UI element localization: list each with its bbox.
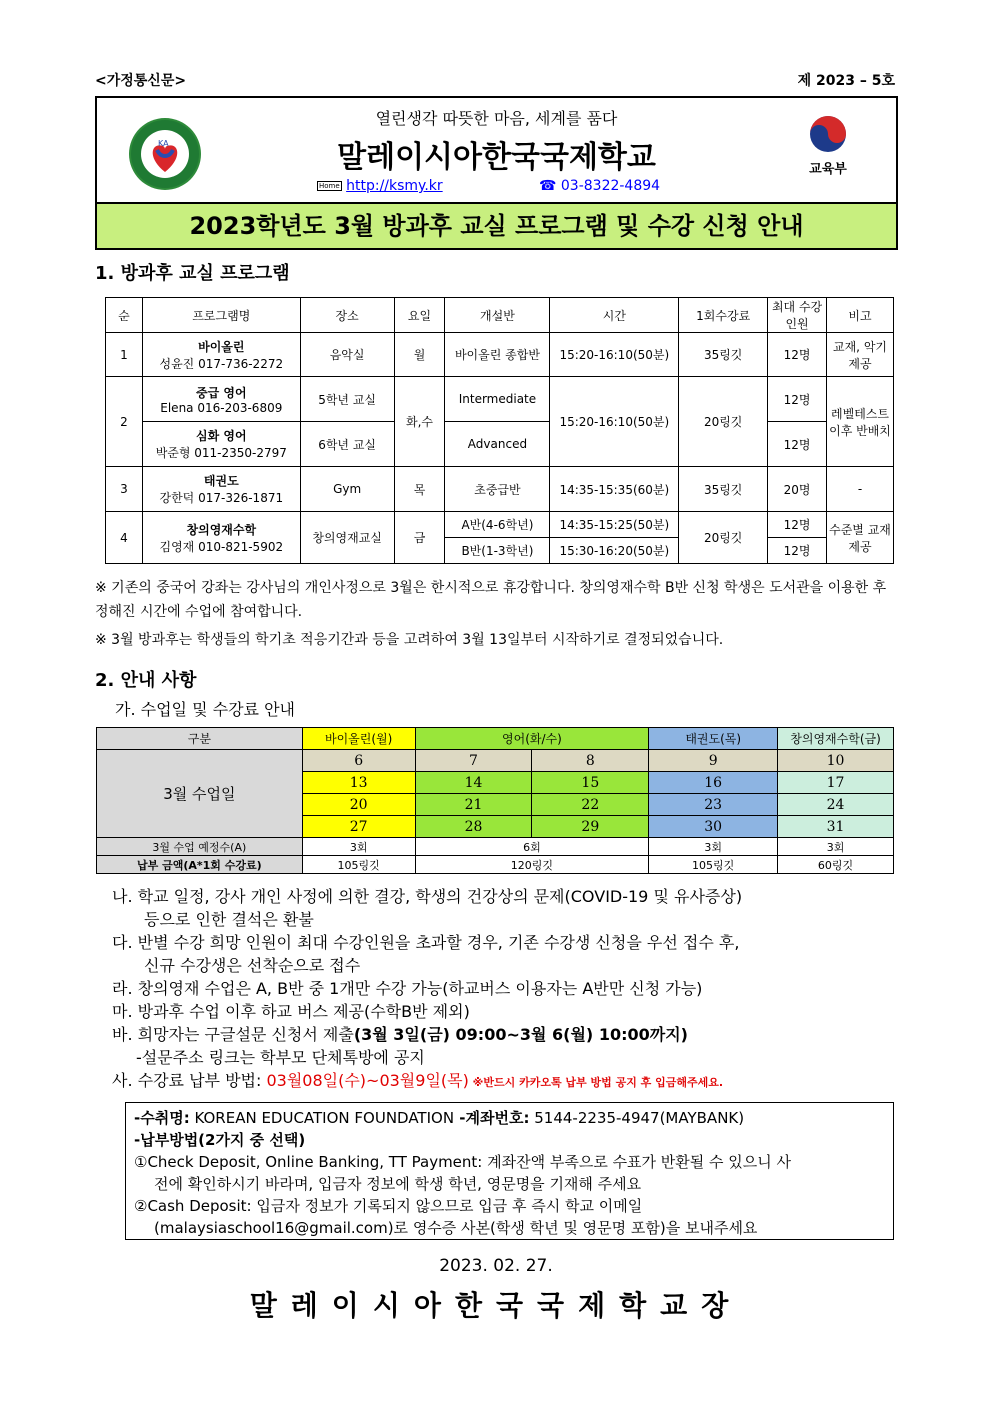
cell: B반(1-3학년) [445,538,550,564]
issue-date: 2023. 02. 27. [439,1256,553,1276]
program-cell [142,377,300,422]
cell: Advanced [445,422,550,467]
homepage-link[interactable]: http://ksmy.kr [346,178,443,194]
cell: 15:30-16:20(50분) [550,538,679,564]
bank-line-5: ②Cash Deposit: 입금자 정보가 기록되지 않으므로 입금 후 즉시 학교 이메일 [134,1197,643,1215]
cell: 12명 [768,422,827,467]
count-cell: 3회 [302,838,415,856]
day-cell: 20 [302,794,415,816]
item-sa: 사. 수강료 납부 방법: 03월08일(수)~03월9일(목) ※반드시 카카오톡 납부 방법 공지 후 입금해주세요. [112,1071,724,1090]
payment-note: ※반드시 카카오톡 납부 방법 공지 후 입금해주세요. [468,1076,724,1089]
cell: 3 [106,467,143,512]
payment-dates: 03월08일(수)~03월9일(목) [266,1071,469,1090]
cell: 교재, 악기 제공 [827,333,894,377]
count-cell: 3회 [649,838,778,856]
day-cell: 6 [302,750,415,772]
program-name: 심화 영어 [196,429,247,443]
teacher-contact: 박준형 011-2350-2797 [155,446,287,460]
cell: Gym [300,467,394,512]
cell: - [827,467,894,512]
cell: 바이올린 종합반 [445,333,550,377]
doc-type: <가정통신문> [95,73,187,89]
table-row [106,512,894,538]
cell: 6학년 교실 [300,422,394,467]
table-row [106,422,894,467]
cell: 월 [394,333,445,377]
program-cell [142,467,300,512]
day-cell: 24 [778,794,894,816]
cell: 12명 [768,333,827,377]
cell: 2 [106,377,143,467]
note-2: ※ 3월 방과후는 학생들의 학기초 적응기간과 등을 고려하여 3월 13일부터 시작하기로 결정되었습니다. [95,632,724,648]
guidance-list [112,885,898,1094]
program-cell [142,512,300,564]
program-name: 중급 영어 [196,385,247,400]
cell: 레벨테스트 이후 반배치 [827,377,894,467]
teacher-contact: 강한덕 017-326-1871 [159,491,284,505]
cell: 5학년 교실 [300,377,394,422]
col-header: 프로그램명 [142,298,300,333]
row-label: 3월 수업일 [97,750,303,838]
bank-line-6: (malaysiaschool16@gmail.com)로 영수증 사본(학생 학년 및 영문명 포함)을 보내주세요 [154,1219,758,1237]
col-header: 시간 [550,298,679,333]
fee-cell: 120링깃 [415,856,649,874]
day-cell: 29 [532,816,649,838]
table-row [106,333,894,377]
col-header: 창의영재수학(금) [778,728,894,750]
program-cell [142,422,300,467]
school-name: 말레이시아한국국제학교 [337,140,656,175]
homepage-link-area [317,178,443,194]
count-cell: 6회 [415,838,649,856]
logo-letters: KA [158,139,169,148]
cell: 12명 [768,377,827,422]
day-cell: 22 [532,794,649,816]
cell: Intermediate [445,377,550,422]
day-cell: 10 [778,750,894,772]
doc-number: 제 2023 – 5호 [797,73,895,89]
fee-cell: 60링깃 [778,856,894,874]
day-cell: 16 [649,772,778,794]
col-header: 비고 [827,298,894,333]
cell: 12명 [768,538,827,564]
section-1-heading: 1. 방과후 교실 프로그램 [95,263,290,284]
cell: 음악실 [300,333,394,377]
item-ra: 라. 창의영재 수업은 A, B반 중 1개만 수강 가능(하교버스 이용자는 A반만 신청 가능) [112,979,703,998]
day-cell: 28 [415,816,532,838]
item-ma: 마. 방과후 수업 이후 하교 버스 제공(수학B반 제외) [112,1002,470,1021]
day-cell: 15 [532,772,649,794]
col-header: 순 [106,298,143,333]
principal-signature: 말레이시아한국국제학교장 [249,1289,743,1322]
col-header: 태권도(목) [649,728,778,750]
cell: 12명 [768,512,827,538]
cell: 20명 [768,467,827,512]
item-ba: 바. 희망자는 구글설문 신청서 제출(3월 3일(금) 09:00~3월 6(월) 10:00까지) [112,1025,688,1044]
cell: 목 [394,467,445,512]
item-ba-cont: -설문주소 링크는 학부모 단체톡방에 공지 [136,1048,425,1067]
day-cell: 7 [415,750,532,772]
col-header: 구분 [97,728,303,750]
bank-info-box [125,1102,894,1240]
schedule-table [96,727,894,874]
day-cell: 23 [649,794,778,816]
teacher-contact: 김영재 010-821-5902 [159,539,284,554]
ministry-logo-icon [800,114,856,177]
day-cell: 8 [532,750,649,772]
day-cell: 17 [778,772,894,794]
cell: 20링깃 [679,512,768,564]
cell: 14:35-15:25(50분) [550,512,679,538]
cell: 초중급반 [445,467,550,512]
day-cell: 27 [302,816,415,838]
section-2-heading: 2. 안내 사항 [95,670,197,691]
bank-line-2: -납부방법(2가지 중 선택) [134,1131,306,1149]
slogan: 열린생각 따뜻한 마음, 세계를 품다 [375,109,618,128]
day-cell: 14 [415,772,532,794]
program-name: 태권도 [203,474,239,488]
cell: 화,수 [394,377,445,467]
row-label: 납부 금액(A*1회 수강료) [97,856,303,874]
day-cell: 9 [649,750,778,772]
program-cell [142,333,300,377]
item-na-cont: 등으로 인한 결석은 환불 [144,910,314,929]
col-header: 바이올린(월) [302,728,415,750]
phone-number: ☎ 03-8322-4894 [539,178,661,194]
cell: A반(4-6학년) [445,512,550,538]
day-cell: 21 [415,794,532,816]
cell: 14:35-15:35(60분) [550,467,679,512]
page-title: 2023학년도 3월 방과후 교실 프로그램 및 수강 신청 안내 [95,202,898,250]
col-header: 1회수강료 [679,298,768,333]
cell: 15:20-16:10(50분) [550,333,679,377]
teacher-contact: 성윤진 017-736-2272 [159,356,284,371]
item-na: 나. 학교 일정, 강사 개인 사정에 의한 결강, 학생의 건강상의 문제(COVID-19 및 유사증상) [112,887,743,906]
bank-line-3: ①Check Deposit, Online Banking, TT Payment: 계좌잔액 부족으로 수표가 반환될 수 있으니 사 [134,1153,792,1171]
cell: 35링깃 [679,333,768,377]
col-header: 최대 수강인원 [768,298,827,333]
item-da-cont: 신규 수강생은 선착순으로 접수 [144,956,361,975]
cell: 1 [106,333,143,377]
day-cell: 31 [778,816,894,838]
cell: 수준별 교재제공 [827,512,894,564]
cell: 15:20-16:10(50분) [550,377,679,467]
teacher-contact: Elena 016-203-6809 [160,400,283,415]
row-label: 3월 수업 예정수(A) [97,838,303,856]
bank-line-1: -수취명: KOREAN EDUCATION FOUNDATION -계좌번호: 5144-2235-4947(MAYBANK) [134,1109,745,1127]
fee-cell: 105링깃 [649,856,778,874]
header-box [95,96,898,204]
table-row [106,467,894,512]
day-cell: 30 [649,816,778,838]
program-name: 창의영재수학 [186,522,257,537]
day-cell: 13 [302,772,415,794]
home-icon: Home [319,182,340,190]
cell: 20링깃 [679,377,768,467]
sub-heading-ga: 가. 수업일 및 수강료 안내 [115,700,295,719]
top-line [95,70,895,90]
col-header: 요일 [394,298,445,333]
item-da: 다. 반별 수강 희망 인원이 최대 수강인원을 초과할 경우, 기존 수강생 신청을 우선 접수 후, [112,933,740,952]
program-name: 바이올린 [198,339,245,354]
col-header: 개설반 [445,298,550,333]
program-table [105,297,894,564]
note-1: ※ 기존의 중국어 강좌는 강사님의 개인사정으로 3월은 한시적으로 휴강합니다. 창의영재수학 B반 신청 학생은 도서관을 이용한 후 정해진 시간에 수업에 참여합니다. [95,580,887,620]
cell: 금 [394,512,445,564]
cell: 창의영재교실 [300,512,394,564]
col-header: 장소 [300,298,394,333]
col-header: 영어(화/수) [415,728,649,750]
cell: 4 [106,512,143,564]
count-cell: 3회 [778,838,894,856]
fee-cell: 105링깃 [302,856,415,874]
bank-line-4: 전에 확인하시기 바라며, 입금자 정보에 학생 학년, 영문명을 기재해 주세요 [154,1175,642,1193]
ministry-name: 교육부 [809,162,847,177]
table-row [106,377,894,422]
cell: 35링깃 [679,467,768,512]
